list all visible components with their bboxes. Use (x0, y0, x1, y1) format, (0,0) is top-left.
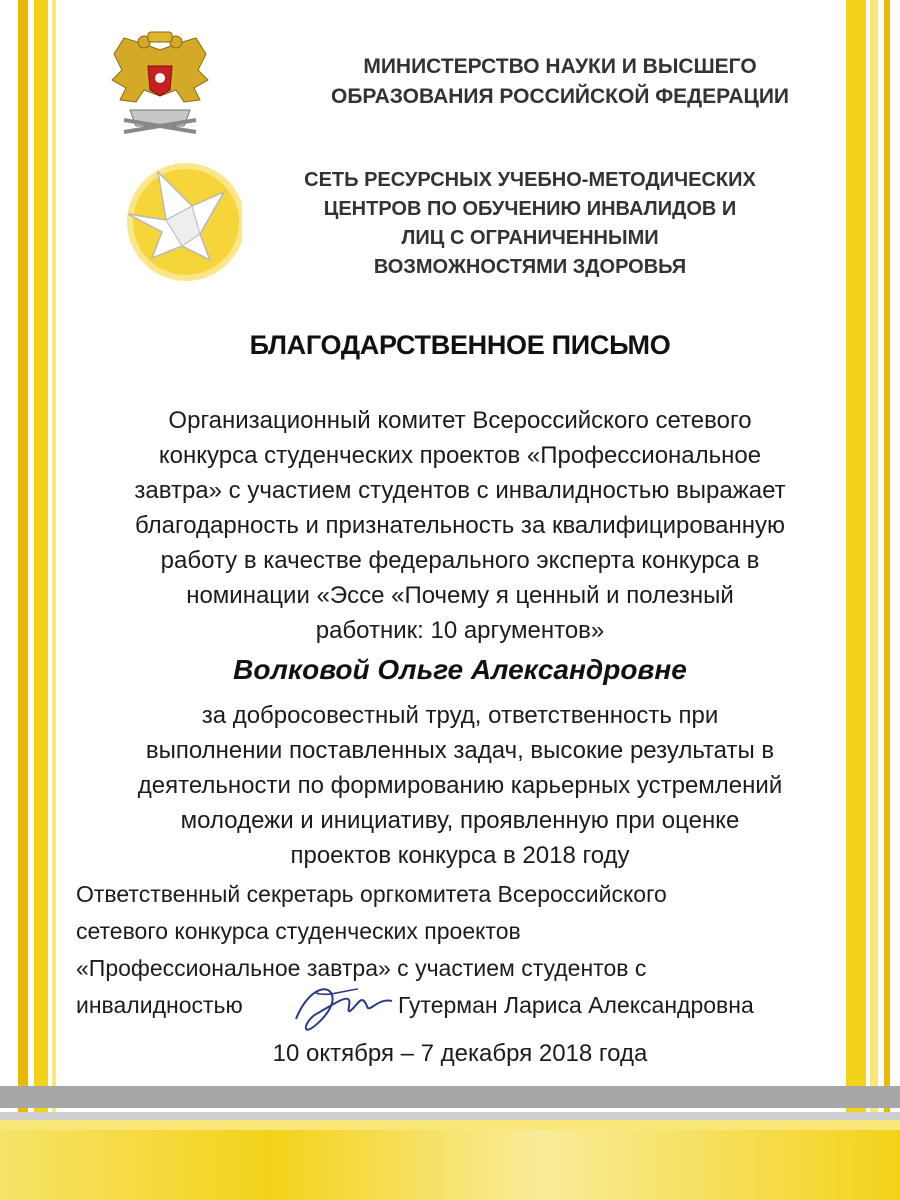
secretary-line: Ответственный секретарь оргкомитета Всероссийского (76, 881, 667, 907)
origami-dove-logo (122, 162, 242, 282)
body-line: Организационный комитет Всероссийского сетевого (168, 407, 752, 434)
body-line: номинации «Эссе «Почему я ценный и полезный (186, 582, 734, 609)
reason-text (70, 698, 850, 873)
left-bar-thin (52, 0, 56, 1200)
secretary-last-prefix: инвалидностью (76, 992, 243, 1018)
letter-body (70, 403, 850, 648)
right-bar-thin (884, 0, 890, 1200)
reason-line: молодежи и инициативу, проявленную при оценке (180, 807, 740, 834)
network-header (250, 166, 810, 282)
reason-line: деятельности по формированию карьерных устремлений (137, 772, 783, 799)
body-line: конкурса студенческих проектов «Профессиональное (158, 442, 762, 469)
double-headed-eagle-emblem (104, 30, 216, 140)
body-line: работу в качестве федерального эксперта конкурса в (160, 547, 760, 574)
network-line-1: СЕТЬ РЕСУРСНЫХ УЧЕБНО-МЕТОДИЧЕСКИХ (304, 169, 756, 191)
left-bar-outer (18, 0, 28, 1200)
network-line-4: ВОЗМОЖНОСТЯМИ ЗДОРОВЬЯ (373, 256, 687, 278)
ministry-line-1: МИНИСТЕРСТВО НАУКИ И ВЫСШЕГО (363, 55, 757, 78)
reason-line: выполнении поставленных задач, высокие результаты в (145, 737, 775, 764)
body-line: благодарность и признательность за квалифицированную (134, 512, 786, 539)
handwritten-signature (288, 979, 398, 1035)
secretary-line: «Профессиональное завтра» с участием студентов с (76, 955, 647, 981)
reason-line: проектов конкурса в 2018 году (290, 842, 630, 869)
network-line-3: ЛИЦ С ОГРАНИЧЕННЫМИ (401, 227, 659, 249)
bottom-gray-thin-band (0, 1112, 900, 1120)
bottom-yellow-thin-band (0, 1120, 900, 1130)
secretary-line: сетевого конкурса студенческих проектов (76, 918, 521, 944)
body-line: работник: 10 аргументов» (315, 617, 605, 644)
date-range: 10 октября – 7 декабря 2018 года (272, 1040, 648, 1067)
body-line: завтра» с участием студентов с инвалидностью выражает (134, 477, 786, 504)
secretary-block (76, 876, 836, 1024)
ministry-line-2: ОБРАЗОВАНИЯ РОССИЙСКОЙ ФЕДЕРАЦИИ (330, 85, 790, 108)
reason-line: за добросовестный труд, ответственность при (201, 702, 719, 729)
bottom-gray-band (0, 1086, 900, 1108)
ministry-header (280, 52, 840, 112)
secretary-signature-line (76, 987, 836, 1024)
secretary-name: Гутерман Лариса Александровна (398, 992, 754, 1018)
left-bar-inner (34, 0, 48, 1200)
network-line-2: ЦЕНТРОВ ПО ОБУЧЕНИЮ ИНВАЛИДОВ И (323, 198, 737, 220)
bottom-yellow-band (0, 1130, 900, 1200)
recipient-name: Волковой Ольге Александровне (233, 654, 687, 685)
letter-title: БЛАГОДАРСТВЕННОЕ ПИСЬМО (249, 330, 671, 360)
right-bar-inner (870, 0, 878, 1200)
